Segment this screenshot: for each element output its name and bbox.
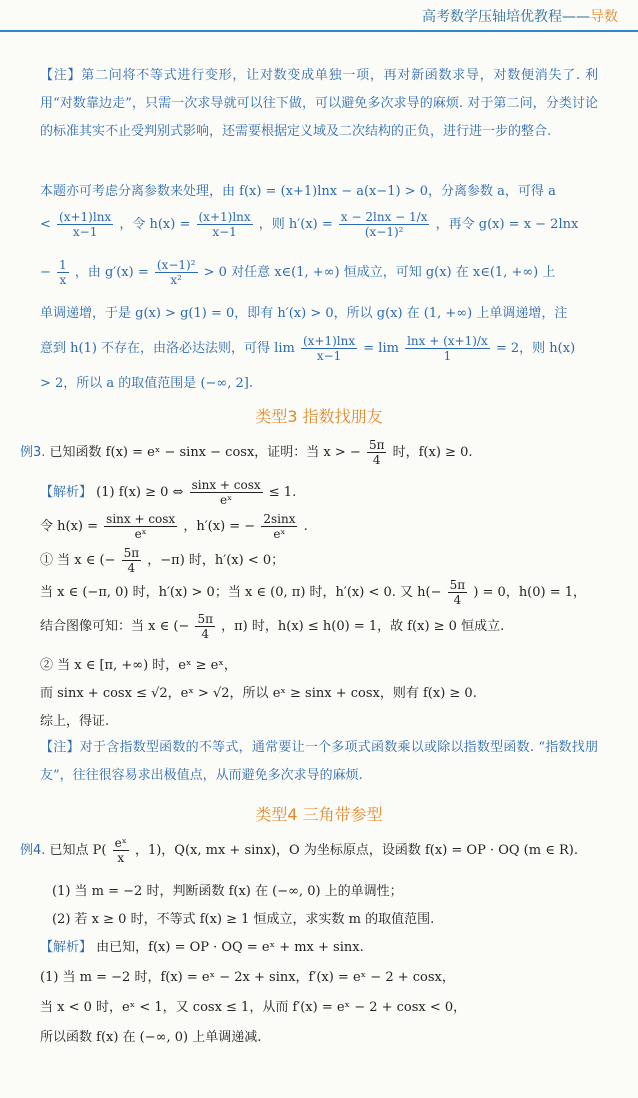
- example-4-question: 例4. 已知点 P( $\frac{\text{eˣ}}{x}$ ，1)，Q(x, mx + sinx)，O 为坐标原点，设函数 f(x) = OP · OQ (m ∈ R).: [20, 836, 578, 865]
- page-header: [422, 6, 618, 26]
- note-tag: 【注】: [40, 740, 80, 755]
- header-title: 高考数学压轴培优教程——: [422, 9, 590, 25]
- fraction: $\frac{5\pi}{4}$: [123, 546, 140, 575]
- ex4-solution-1: 【解析】 由已知，f(x) = OP · OQ = eˣ + mx + sinx.: [40, 940, 364, 955]
- ex4-solution-2: (1) 当 m = −2 时，f(x) = eˣ − 2x + sinx，f′(x) = eˣ − 2 + cosx，: [40, 970, 455, 985]
- note-text: 对于含指数型函数的不等式，通常要让一个多项式函数乘以或除以指数型函数. “指数找朋友”，往往很容易求出极值点，从而避免多次求导的麻烦.: [40, 740, 598, 783]
- alt-line-3: − $\frac{1}{x}$ ，由 g′(x) = $\frac{\text{(x−1)²}}{\text{x²}}$ > 0 对任意 x∈(1, +∞) 恒成立，可知 g(x) 在 x∈(1, +∞) 上: [40, 258, 556, 287]
- header-divider: [0, 30, 638, 32]
- note-2: [40, 734, 598, 790]
- ex4-solution-4: 所以函数 f(x) 在 (−∞, 0) 上单调递减.: [40, 1030, 262, 1045]
- fraction: $\frac{(x+1)\ln x}{x-1}$: [59, 210, 112, 239]
- example-tag: 例3.: [20, 445, 46, 460]
- ex4-part-1: (1) 当 m = −2 时，判断函数 f(x) 在 (−∞, 0) 上的单调性；: [52, 884, 403, 899]
- ex3-step-7: 而 sinx + cosx ≤ √2，eˣ > √2，所以 eˣ ≥ sinx + cosx，则有 f(x) ≥ 0.: [40, 686, 477, 701]
- note-tag: 【注】: [40, 68, 82, 83]
- section-title-type4: 类型4 三角带参型: [255, 805, 383, 824]
- ex3-step-4: 当 x ∈ (−π, 0) 时，h′(x) > 0；当 x ∈ (0, π) 时，h′(x) < 0. 又 h(− $\frac{5\pi}{4}$ ) = 0，h(0) = 1，: [40, 578, 587, 607]
- section-title-type3: 类型3 指数找朋友: [255, 407, 383, 426]
- solution-tag: 【解析】: [40, 485, 93, 500]
- ex3-step-5: 结合图像可知：当 x ∈ (− $\frac{5\pi}{4}$ ，π) 时，h(x) ≤ h(0) = 1，故 f(x) ≥ 0 恒成立.: [40, 612, 505, 641]
- ex3-step-1: 【解析】 (1) f(x) ≥ 0 ⇔ $\frac{\sin x + \cos x}{\text{eˣ}}$ ≤ 1.: [40, 478, 297, 507]
- fraction: $\frac{\ln x + (x+1)/x}{1}$: [407, 334, 488, 363]
- fraction: $\frac{x - 2\ln x - 1/x}{\text{(x−1)²}}$: [340, 210, 428, 239]
- fraction: $\frac{(x+1)\ln x}{x-1}$: [302, 334, 356, 363]
- alt-line-6: > 2，所以 a 的取值范围是 (−∞, 2].: [40, 376, 253, 391]
- solution-tag: 【解析】: [40, 940, 93, 955]
- fraction: $\frac{\sin x + \cos x}{\text{eˣ}}$: [106, 512, 176, 541]
- example-3-question: 例3. 已知函数 f(x) = eˣ − sinx − cosx，证明：当 x > − $\frac{5\pi}{4}$ 时，f(x) ≥ 0.: [20, 438, 473, 467]
- ex3-step-6: ② 当 x ∈ [π, +∞) 时，eˣ ≥ eˣ，: [40, 658, 237, 673]
- alt-line-2: < $\frac{(x+1)\ln x}{x-1}$ ，令 h(x) = $\frac{(x+1)\ln x}{x-1}$ ，则 h′(x) = $\frac{x - 2\ln x - 1/x}{\text{(x−1)²}}$ ，再令 g(x) = x − 2lnx: [40, 210, 579, 239]
- fraction: $\frac{2\sin x}{\text{eˣ}}$: [263, 512, 296, 541]
- note-1: [40, 62, 598, 146]
- fraction: $\frac{5\pi}{4}$: [368, 438, 385, 467]
- ex3-step-8: 综上，得证.: [40, 714, 110, 729]
- fraction: $\frac{5\pi}{4}$: [197, 612, 213, 641]
- fraction: $\frac{(x+1)\ln x}{x-1}$: [198, 210, 251, 239]
- fraction: $\frac{\text{(x−1)²}}{\text{x²}}$: [156, 258, 196, 287]
- alt-line-4: 单调递增，于是 g(x) > g(1) = 0，即有 h′(x) > 0，所以 g(x) 在 (1, +∞) 上单调递增，注: [40, 306, 568, 321]
- ex3-step-2: 令 h(x) = $\frac{\sin x + \cos x}{\text{eˣ}}$ ，h′(x) = − $\frac{2\sin x}{\text{eˣ}}$ .: [40, 512, 308, 541]
- note-text: 第二问将不等式进行变形，让对数变成单独一项，再对新函数求导，对数便消失了. 利用“对数靠边走”，只需一次求导就可以往下做，可以避免多次求导的麻烦. 对于第二问，分类讨论的标准其实不止受判别式影响，还需要根据定义域及二次结构的正负，进行进一步的整合.: [40, 68, 598, 139]
- fraction: $\frac{1}{x}$: [59, 258, 67, 287]
- example-tag: 例4.: [20, 843, 46, 858]
- alt-line-5: 意到 h(1) 不存在，由洛必达法则，可得 lim $\frac{(x+1)\ln x}{x-1}$ = lim $\frac{\ln x + (x+1)/x}{1}$ = 2，则 h(x): [40, 334, 576, 363]
- ex4-part-2: (2) 若 x ≥ 0 时，不等式 f(x) ≥ 1 恒成立，求实数 m 的取值范围.: [52, 912, 435, 927]
- fraction: $\frac{\sin x + \cos x}{\text{eˣ}}$: [191, 478, 261, 507]
- fraction: $\frac{\text{eˣ}}{x}$: [114, 836, 127, 865]
- alt-line-1: 本题亦可考虑分离参数来处理，由 f(x) = (x+1)lnx − a(x−1) > 0，分离参数 a，可得 a: [40, 184, 556, 199]
- fraction: $\frac{5\pi}{4}$: [449, 578, 466, 607]
- header-accent: 导数: [590, 9, 618, 25]
- ex4-solution-3: 当 x < 0 时，eˣ < 1，又 cosx ≤ 1，从而 f′(x) = eˣ − 2 + cosx < 0，: [40, 1000, 467, 1015]
- ex3-step-3: ① 当 x ∈ (− $\frac{5\pi}{4}$ ，−π) 时，h′(x) < 0；: [40, 546, 285, 575]
